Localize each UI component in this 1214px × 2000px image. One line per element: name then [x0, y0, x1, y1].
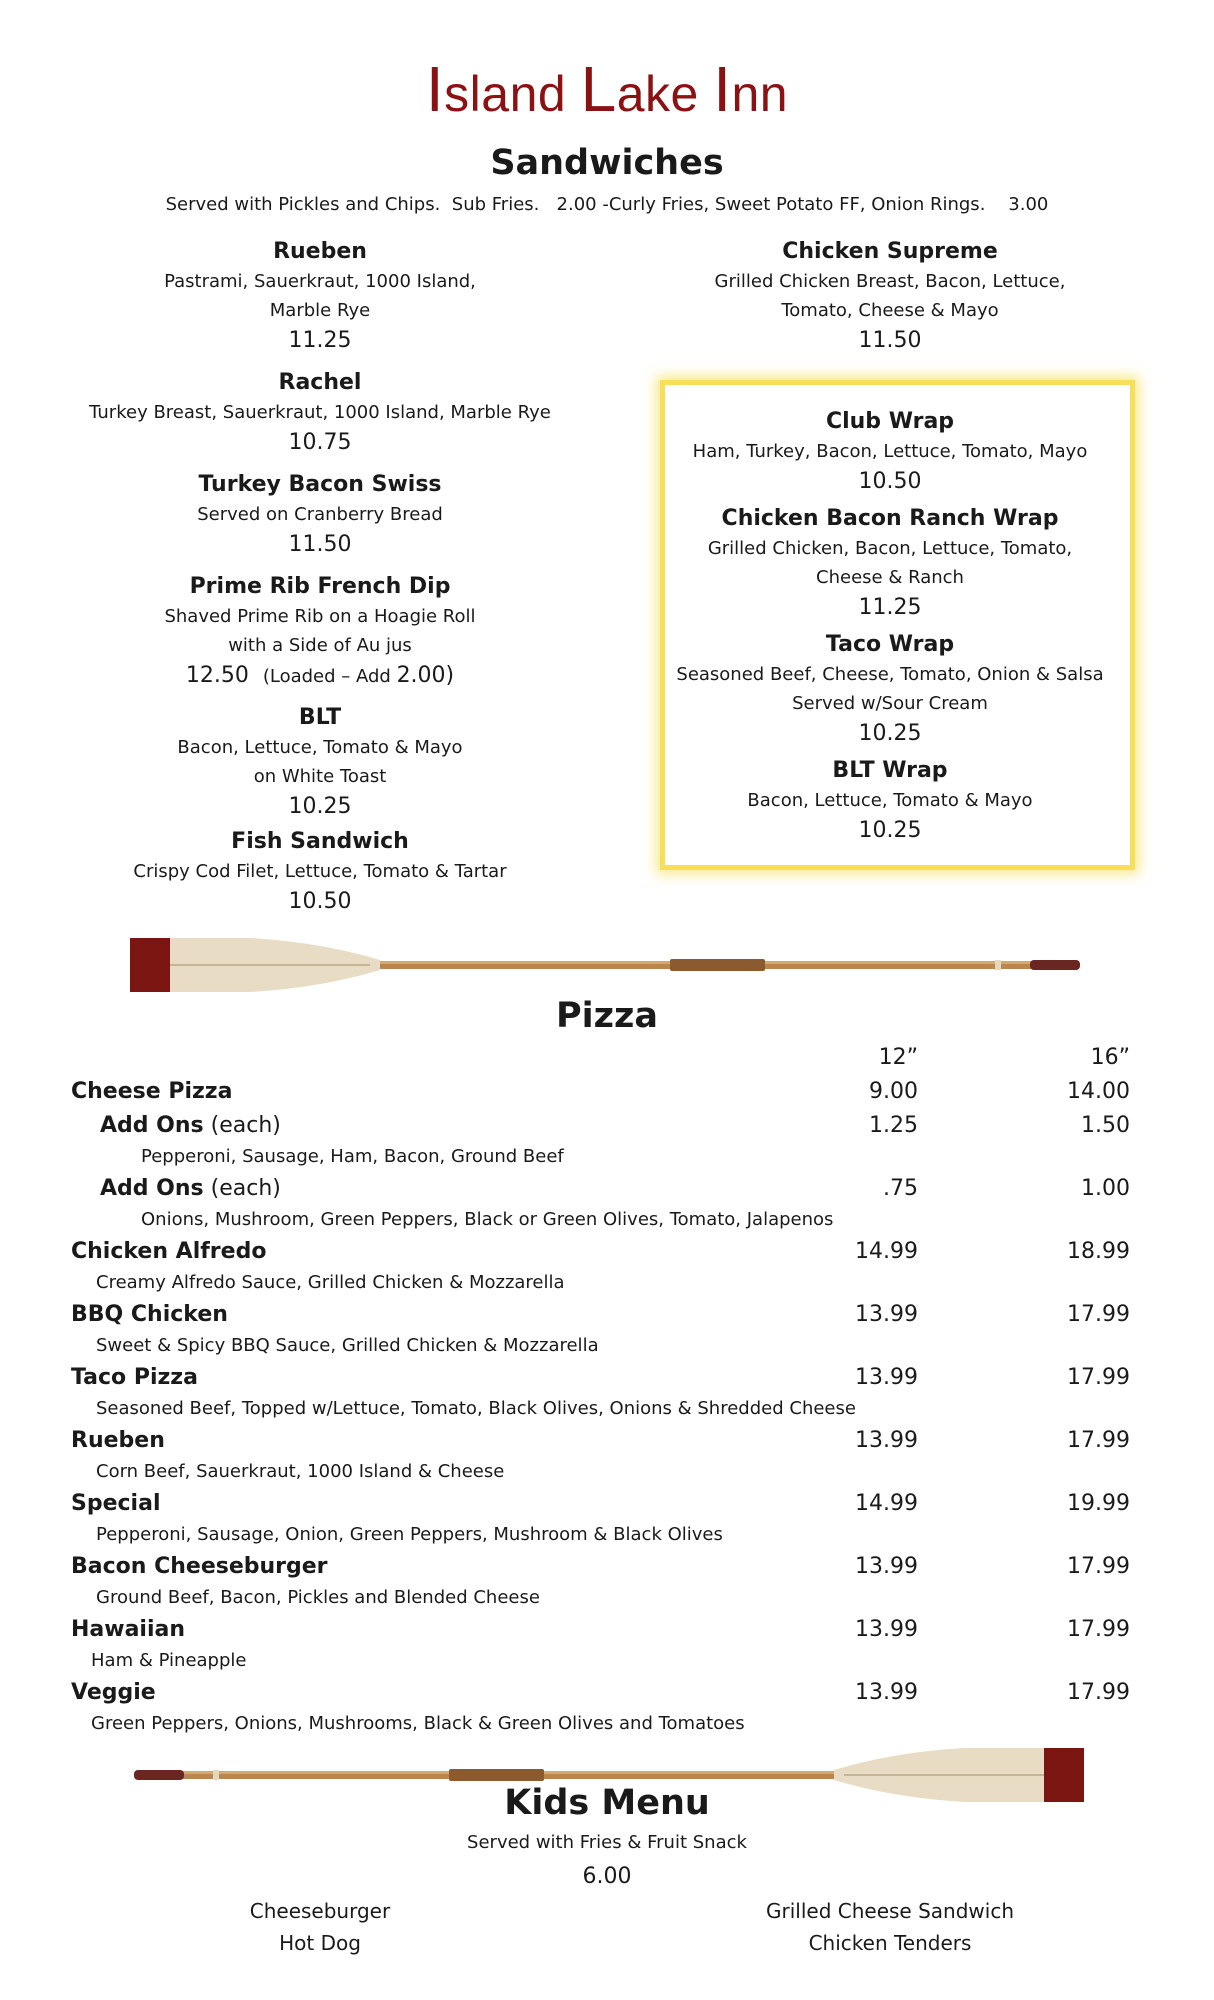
pizza-heading: Pizza [555, 996, 658, 1036]
item-desc: Turkey Breast, Sauerkraut, 1000 Island, Marble Rye [89, 402, 551, 423]
pizza-row [0, 1551, 1214, 1583]
item-name: BLT Wrap [832, 758, 948, 783]
item-name: Rachel [278, 370, 362, 395]
price-16: 17.99 [1067, 1617, 1130, 1642]
pizza-name: Chicken Alfredo [71, 1239, 267, 1264]
item-price: 10.50 [288, 889, 352, 914]
pizza-desc: Ground Beef, Bacon, Pickles and Blended Cheese [96, 1587, 540, 1608]
item-name: Prime Rib French Dip [189, 574, 451, 599]
pizza-row [0, 1076, 1214, 1108]
pizza-size-header [0, 1042, 1214, 1074]
item-desc: Crispy Cod Filet, Lettuce, Tomato & Tartar [133, 861, 507, 882]
price-12: 13.99 [855, 1554, 918, 1579]
item-name: Rueben [273, 239, 367, 264]
price-12: 13.99 [855, 1365, 918, 1390]
title-cap-1: I [425, 53, 445, 125]
pizza-name: Special [71, 1491, 161, 1516]
addon-title: Add Ons [100, 1113, 204, 1138]
addon-desc: Onions, Mushroom, Green Peppers, Black or Green Olives, Tomato, Jalapenos [141, 1209, 834, 1230]
item-desc: Grilled Chicken, Bacon, Lettuce, Tomato, [707, 538, 1073, 559]
item-desc: with a Side of Au jus [228, 635, 412, 656]
kids-left-list [60, 1895, 580, 1959]
price-12: 13.99 [855, 1680, 918, 1705]
addon-desc: Pepperoni, Sausage, Ham, Bacon, Ground Beef [141, 1146, 564, 1167]
price-12: 13.99 [855, 1617, 918, 1642]
kids-subtitle: Served with Fries & Fruit Snack [467, 1832, 747, 1853]
item-price: 11.50 [858, 328, 922, 353]
pizza-desc: Creamy Alfredo Sauce, Grilled Chicken & Mozzarella [96, 1272, 565, 1293]
price-16: 17.99 [1067, 1554, 1130, 1579]
pizza-row [0, 1488, 1214, 1520]
item-desc: on White Toast [253, 766, 387, 787]
item-desc: Bacon, Lettuce, Tomato & Mayo [177, 737, 463, 758]
title-rest-3: nn [731, 66, 789, 122]
pizza-desc: Corn Beef, Sauerkraut, 1000 Island & Cheese [96, 1461, 505, 1482]
title-cap-2: L [580, 53, 617, 125]
item-price: 10.25 [858, 818, 922, 843]
addon-suffix: (each) [203, 1176, 281, 1201]
item-name: Taco Wrap [825, 632, 955, 657]
title-rest-1: sland [444, 66, 581, 122]
item-price-value: 12.50 [185, 663, 249, 688]
addon-label [100, 1110, 281, 1142]
pizza-desc: Ham & Pineapple [91, 1650, 247, 1671]
kids-item: Grilled Cheese Sandwich [766, 1899, 1014, 1923]
price-12: 1.25 [869, 1113, 918, 1138]
sandwich-item [60, 702, 580, 823]
pizza-desc: Seasoned Beef, Topped w/Lettuce, Tomato, Black Olives, Onions & Shredded Cheese [96, 1398, 856, 1419]
kids-item: Hot Dog [279, 1931, 361, 1955]
price-16: 17.99 [1067, 1365, 1130, 1390]
kids-item: Chicken Tenders [808, 1931, 972, 1955]
pizza-row [0, 1614, 1214, 1646]
addon-title: Add Ons [100, 1176, 204, 1201]
pizza-row [0, 1362, 1214, 1394]
item-price: 11.25 [858, 595, 922, 620]
wrap-item [650, 406, 1130, 498]
pizza-addon-row [0, 1173, 1214, 1205]
item-desc: Marble Rye [269, 300, 371, 321]
pizza-row [0, 1236, 1214, 1268]
pizza-row [0, 1299, 1214, 1331]
pizza-row [0, 1677, 1214, 1709]
pizza-name: BBQ Chicken [71, 1302, 228, 1327]
sandwich-item [60, 826, 580, 918]
item-name: Chicken Bacon Ranch Wrap [721, 506, 1059, 531]
item-desc: Served w/Sour Cream [792, 693, 988, 714]
price-16: 1.50 [1081, 1113, 1130, 1138]
item-desc: Bacon, Lettuce, Tomato & Mayo [747, 790, 1033, 811]
price-12: 14.99 [855, 1239, 918, 1264]
pizza-name: Veggie [71, 1680, 156, 1705]
sandwiches-subtitle: Served with Pickles and Chips. Sub Fries. 2.00 -Curly Fries, Sweet Potato FF, Onion Rings. 3.00 [165, 194, 1049, 215]
restaurant-title [0, 52, 1214, 126]
item-price: 10.75 [288, 430, 352, 455]
item-price: 10.25 [858, 721, 922, 746]
item-price: 11.25 [288, 328, 352, 353]
price-12: 13.99 [855, 1302, 918, 1327]
title-rest-2: ake [616, 66, 714, 122]
pizza-desc: Green Peppers, Onions, Mushrooms, Black & Green Olives and Tomatoes [91, 1713, 745, 1734]
title-cap-3: I [713, 53, 732, 125]
item-desc: Shaved Prime Rib on a Hoagie Roll [164, 606, 476, 627]
pizza-name: Rueben [71, 1428, 165, 1453]
pizza-row [0, 1425, 1214, 1457]
pizza-name: Bacon Cheeseburger [71, 1554, 328, 1579]
pizza-name: Hawaiian [71, 1617, 186, 1642]
price-16: 1.00 [1081, 1176, 1130, 1201]
price-12: 14.99 [855, 1491, 918, 1516]
kids-right-list [650, 1895, 1130, 1959]
sandwich-item [60, 571, 580, 693]
price-16: 18.99 [1067, 1239, 1130, 1264]
price-12: 9.00 [869, 1079, 918, 1104]
item-price [60, 660, 580, 693]
price-12: 13.99 [855, 1428, 918, 1453]
oar-icon [130, 930, 1080, 1000]
price-12: .75 [883, 1176, 918, 1201]
addon-suffix: (each) [203, 1113, 281, 1138]
wrap-item [650, 503, 1130, 624]
sandwich-item [60, 236, 580, 357]
price-note: (Loaded – Add [262, 666, 397, 687]
sandwich-item [60, 367, 580, 459]
price-note-end: ) [445, 663, 455, 688]
item-desc: Grilled Chicken Breast, Bacon, Lettuce, [714, 271, 1066, 292]
item-price: 10.25 [288, 794, 352, 819]
price-note-amount: 2.00 [396, 663, 446, 688]
sandwiches-heading: Sandwiches [490, 143, 724, 183]
price-16: 19.99 [1067, 1491, 1130, 1516]
sandwich-item [60, 469, 580, 561]
item-desc: Tomato, Cheese & Mayo [781, 300, 999, 321]
item-name: BLT [298, 705, 342, 730]
item-name: Chicken Supreme [782, 239, 998, 264]
price-16: 17.99 [1067, 1302, 1130, 1327]
size-16-label: 16” [1090, 1045, 1130, 1070]
price-16: 17.99 [1067, 1680, 1130, 1705]
kids-heading: Kids Menu [504, 1783, 710, 1823]
wrap-item [650, 755, 1130, 847]
price-16: 14.00 [1067, 1079, 1130, 1104]
item-name: Club Wrap [825, 409, 955, 434]
pizza-addon-row [0, 1110, 1214, 1142]
item-name: Turkey Bacon Swiss [198, 472, 442, 497]
pizza-name: Cheese Pizza [71, 1079, 233, 1104]
item-price: 11.50 [288, 532, 352, 557]
item-desc: Ham, Turkey, Bacon, Lettuce, Tomato, Mayo [692, 441, 1088, 462]
item-desc: Seasoned Beef, Cheese, Tomato, Onion & Salsa [676, 664, 1104, 685]
kids-price: 6.00 [582, 1864, 632, 1889]
item-desc: Pastrami, Sauerkraut, 1000 Island, [164, 271, 476, 292]
size-12-label: 12” [878, 1045, 918, 1070]
addon-label [100, 1173, 281, 1205]
wrap-item [650, 629, 1130, 750]
item-name: Fish Sandwich [231, 829, 409, 854]
item-price: 10.50 [858, 469, 922, 494]
item-desc: Served on Cranberry Bread [197, 504, 443, 525]
pizza-desc: Pepperoni, Sausage, Onion, Green Peppers, Mushroom & Black Olives [96, 1524, 723, 1545]
pizza-desc: Sweet & Spicy BBQ Sauce, Grilled Chicken & Mozzarella [96, 1335, 599, 1356]
sandwich-item [650, 236, 1130, 357]
pizza-name: Taco Pizza [71, 1365, 198, 1390]
kids-item: Cheeseburger [249, 1899, 391, 1923]
item-desc: Cheese & Ranch [816, 567, 964, 588]
price-16: 17.99 [1067, 1428, 1130, 1453]
